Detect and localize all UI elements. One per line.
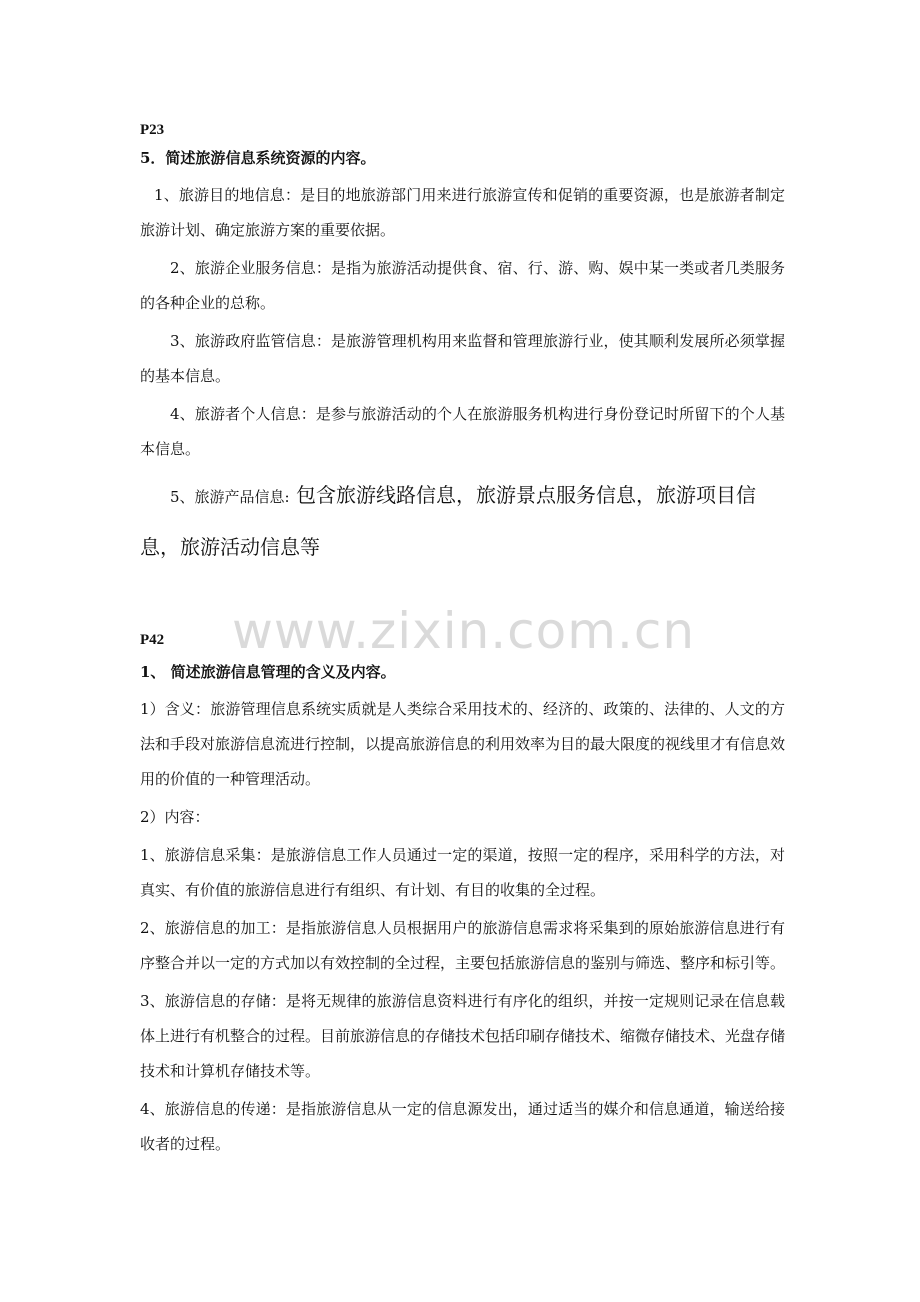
watermark: www.zixin.com.cn — [232, 602, 696, 660]
list-item: 1、旅游信息采集：是旅游信息工作人员通过一定的渠道，按照一定的程序，采用科学的方法，对真实、有价值的旅游信息进行有组织、有计划、有目的收集的全过程。 — [140, 846, 785, 899]
document-page — [140, 118, 785, 1165]
section-p42 — [140, 628, 785, 1162]
list-item: 4、旅游信息的传递：是指旅游信息从一定的信息源发出，通过适当的媒介和信息通道，输送给接收者的过程。 — [140, 1100, 785, 1153]
list-item: 3、旅游信息的存储：是将无规律的旅游信息资料进行有序化的组织，并按一定规则记录在信息载体上进行有机整合的过程。目前旅游信息的存储技术包括印刷存储技术、缩微存储技术、光盘存储技术和计算机存储技术等。 — [140, 992, 786, 1080]
list-item: 2、旅游企业服务信息：是指为旅游活动提供食、宿、行、游、购、娱中某一类或者几类服务的各种企业的总称。 — [140, 259, 785, 312]
list-item: 4、旅游者个人信息：是参与旅游活动的个人在旅游服务机构进行身份登记时所留下的个人基本信息。 — [140, 405, 785, 458]
page-label: P42 — [140, 632, 165, 648]
list-item: 1、旅游目的地信息：是目的地旅游部门用来进行旅游宣传和促销的重要资源，也是旅游者制定旅游计划、确定旅游方案的重要依据。 — [140, 186, 785, 239]
item5-body: 包含旅游线路信息，旅游景点服务信息，旅游项目信息，旅游活动信息等 — [140, 483, 756, 559]
list-item: 3、旅游政府监管信息：是旅游管理机构用来监督和管理旅游行业，使其顺利发展所必须掌握的基本信息。 — [140, 332, 785, 385]
item5-prefix: 5、旅游产品信息: — [170, 488, 290, 506]
list-item: 2、旅游信息的加工：是指旅游信息人员根据用户的旅游信息需求将采集到的原始旅游信息进行有序整合并以一定的方式加以有效控制的全过程，主要包括旅游信息的鉴别与筛选、整序和标引等。 — [140, 919, 786, 972]
content-label: 2）内容： — [140, 808, 210, 826]
question-title: 5．简述旅游信息系统资源的内容。 — [140, 149, 376, 167]
question-title: 1、 简述旅游信息管理的含义及内容。 — [140, 663, 396, 681]
section-p23 — [140, 118, 785, 574]
meaning-paragraph: 1）含义：旅游管理信息系统实质就是人类综合采用技术的、经济的、政策的、法律的、人文的方法和手段对旅游信息流进行控制，以提高旅游信息的利用效率为目的最大限度的视线里才有信息效用的价值的一种管理活动。 — [140, 700, 786, 788]
list-item-large — [140, 470, 785, 574]
page-label: P23 — [140, 122, 165, 138]
